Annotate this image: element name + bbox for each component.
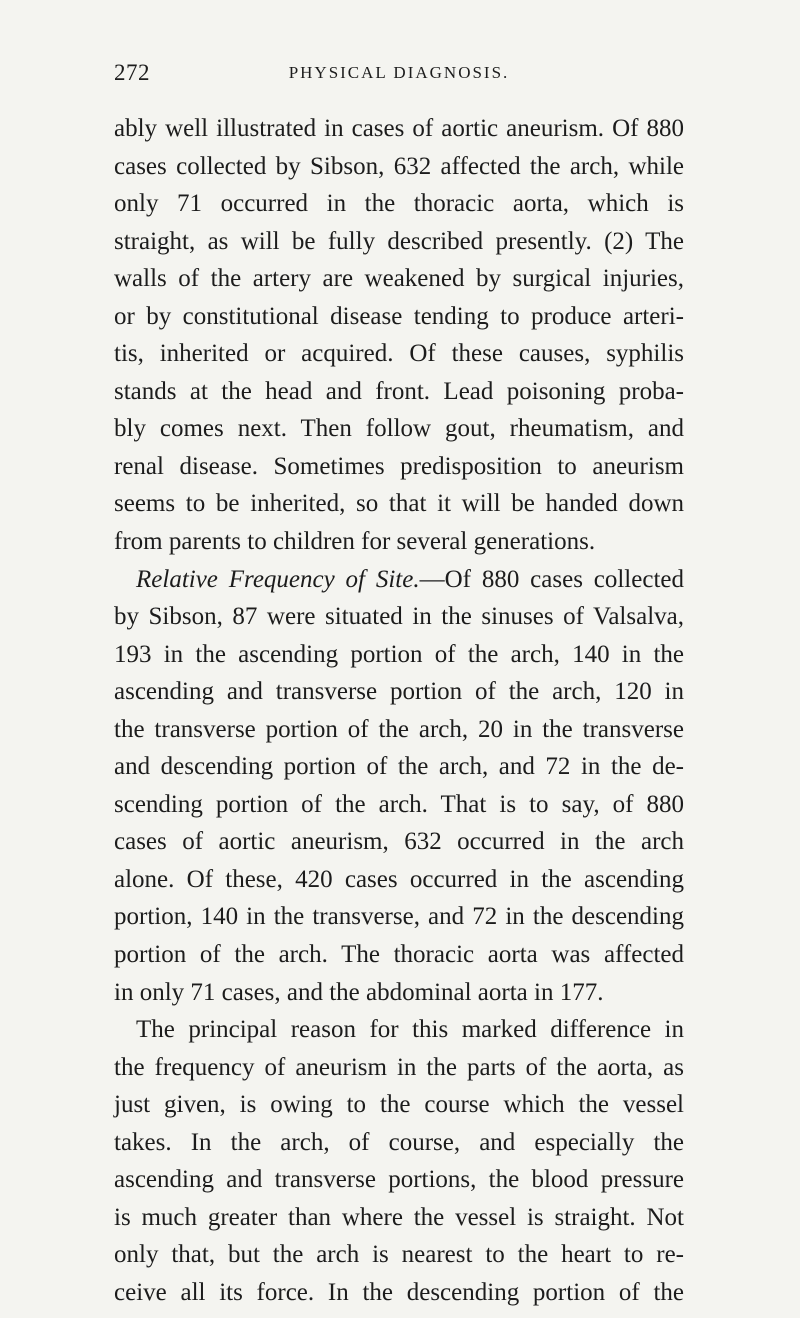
text-line: portion, 140 in the transverse, and 72 in the descending (114, 903, 684, 931)
text-line: ascending and transverse portions, the blood pressure (114, 1166, 684, 1194)
page-number: 272 (114, 60, 150, 85)
text-line: in only 71 cases, and the abdominal aorta in 177. (114, 978, 604, 1006)
text-line: ably well illustrated in cases of aortic aneurism. Of 880 (114, 115, 684, 142)
text-line: bly comes next. Then follow gout, rheumatism, and (114, 415, 684, 443)
text-line: walls of the artery are weakened by surgical injuries, (114, 265, 684, 293)
text-line: seems to be inherited, so that it will be handed down (114, 490, 684, 518)
text-line: only that, but the arch is nearest to the heart to re- (114, 1241, 684, 1269)
text-line: ascending and transverse portion of the arch, 120 in (114, 678, 684, 706)
text-line: just given, is owing to the course which the vessel (114, 1091, 684, 1119)
text-line: takes. In the arch, of course, and especially the (114, 1128, 684, 1156)
text-line: by Sibson, 87 were situated in the sinuses of Valsalva, (114, 603, 684, 631)
text-line: from parents to children for several generations. (114, 528, 596, 556)
running-title: PHYSICAL DIAGNOSIS. (288, 63, 510, 82)
text-line: the transverse portion of the arch, 20 in the transverse (114, 715, 684, 743)
text-line: 193 in the ascending portion of the arch, 140 in the (114, 640, 684, 668)
text-line: ceive all its force. In the descending portion of the (114, 1278, 684, 1306)
paragraph-first-line (114, 561, 684, 599)
text-line: cases of aortic aneurism, 632 occurred in the arch (114, 828, 684, 856)
text-line: is much greater than where the vessel is straight. Not (114, 1203, 684, 1231)
text-line: The principal reason for this marked difference in (136, 1016, 684, 1044)
text-line: stands at the head and front. Lead poisoning proba- (114, 377, 684, 405)
text-line: portion of the arch. The thoracic aorta was affected (114, 941, 684, 969)
text-line: straight, as will be fully described presently. (2) The (114, 227, 684, 255)
section-heading: Relative Frequency of Site. (136, 565, 420, 593)
text-line: the frequency of aneurism in the parts of the aorta, as (114, 1053, 684, 1081)
text-line: only 71 occurred in the thoracic aorta, which is (114, 190, 684, 218)
text-line: tis, inherited or acquired. Of these causes, syphilis (114, 340, 684, 368)
text-line-rest: —Of 880 cases collected (419, 565, 684, 593)
text-line: alone. Of these, 420 cases occurred in the ascending (114, 865, 684, 893)
text-line: cases collected by Sibson, 632 affected the arch, while (114, 152, 684, 180)
text-line: scending portion of the arch. That is to say, of 880 (114, 790, 684, 818)
text-line: or by constitutional disease tending to produce arteri- (114, 302, 684, 330)
text-line: renal disease. Sometimes predisposition to aneurism (114, 452, 684, 480)
body-text (114, 110, 684, 1312)
page-header (114, 60, 684, 94)
text-line: and descending portion of the arch, and 72 in the de- (114, 753, 684, 781)
